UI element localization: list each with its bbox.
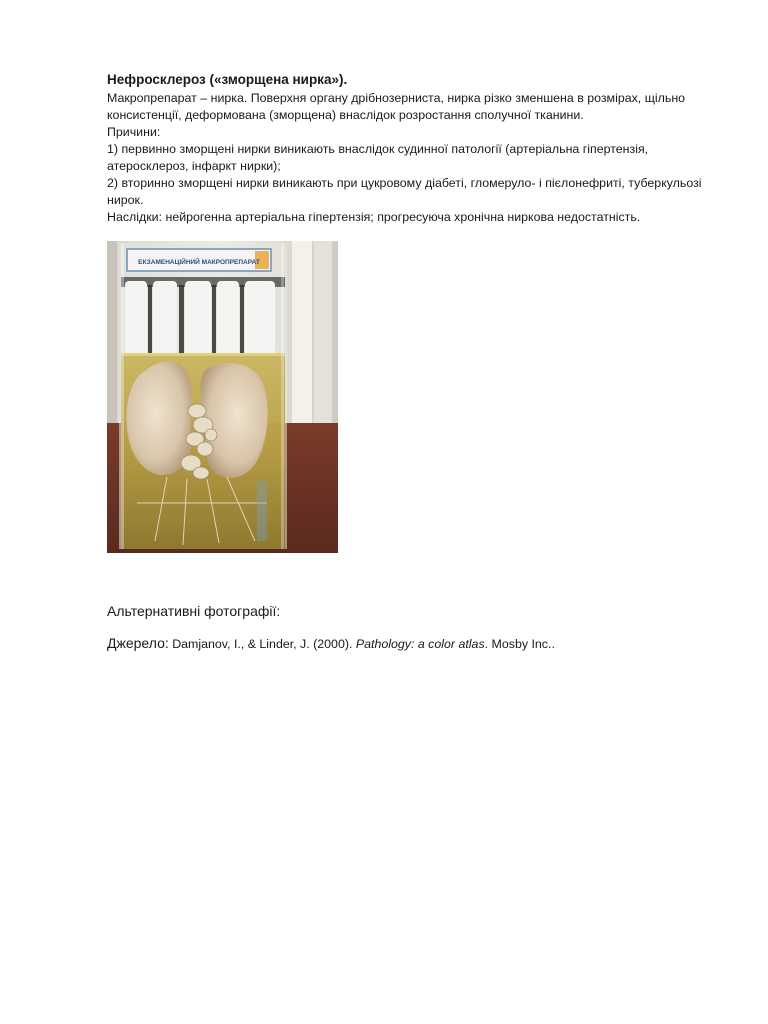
cause-item-2: 2) вторинно зморщені нирки виникають при цукровому діабеті, гломеруло- і пієлонефриті, туберкульозі нирок.: [107, 176, 702, 207]
source-publisher: . Mosby Inc..: [484, 637, 555, 651]
specimen-jar-illustration: [107, 241, 338, 553]
document-title: Нефросклероз («зморщена нирка»).: [107, 72, 348, 87]
source-authors: Damjanov, I., & Linder, J. (2000).: [168, 637, 356, 651]
specimen-photo: [107, 241, 338, 553]
source-citation: [107, 634, 555, 653]
cause-item-1: 1) первинно зморщені нирки виникають внаслідок судинної патології (артеріальна гіпертензія, атеросклероз, інфаркт нирки);: [107, 142, 649, 173]
source-label: Джерело:: [107, 635, 169, 651]
document-body: [107, 71, 707, 226]
alternative-photos-heading: Альтернативні фотографії:: [107, 603, 281, 619]
description-paragraph: Макропрепарат – нирка. Поверхня органу дрібнозерниста, нирка різко зменшена в розмірах, щільно консистенції, деформована (зморщена) внаслідок розростання сполучної тканини.: [107, 91, 686, 122]
consequences-paragraph: Наслідки: нейрогенна артеріальна гіпертензія; прогресуюча хронічна ниркова недостатність.: [107, 210, 641, 224]
source-book-title: Pathology: a color atlas: [355, 637, 485, 651]
causes-heading: Причини:: [107, 125, 161, 139]
jar-label-text: ЕКЗАМЕНАЦІЙНИЙ МАКРОПРЕПАРАТ: [138, 259, 260, 266]
